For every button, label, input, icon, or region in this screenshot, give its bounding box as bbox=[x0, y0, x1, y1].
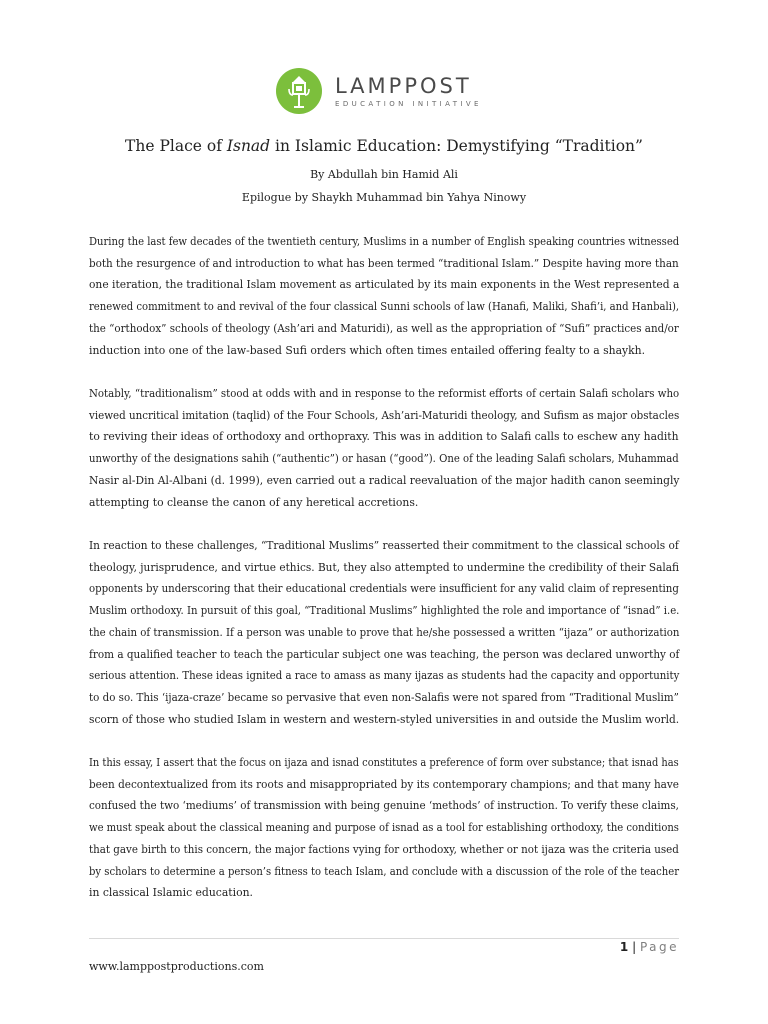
paragraph-3 bbox=[89, 535, 679, 730]
paragraph-line: scorn of those who studied Islam in western and western-styled universities in and outside the Muslim world. bbox=[89, 712, 680, 726]
title-italic: Isnad bbox=[226, 137, 271, 155]
page-separator: | bbox=[632, 940, 637, 954]
paragraph-line: to do so. This ‘ijaza-craze’ became so pervasive that even non-Salafis were not spared from “Traditional Muslim” bbox=[89, 690, 679, 704]
paragraph-line: attempting to cleanse the canon of any heretical accretions. bbox=[89, 495, 419, 509]
paragraph-line: In reaction to these challenges, “Traditional Muslims” reasserted their commitment to the classical schools of bbox=[89, 539, 679, 552]
paragraph-line: to reviving their ideas of orthodoxy and orthopraxy. This was in addition to Salafi calls to eschew any hadith bbox=[89, 430, 679, 444]
paragraph-line: unworthy of the designations sahih (“authentic”) or hasan (“good”). One of the leading Salafi scholars, Muhammad bbox=[89, 452, 679, 466]
paragraph-line: induction into one of the law-based Sufi orders which often times entailed offering fealty to a shaykh. bbox=[89, 343, 646, 357]
paragraph-line: renewed commitment to and revival of the four classical Sunni schools of law (Hanafi, Maliki, Shafi’i, and Hanbali), bbox=[89, 300, 680, 314]
paragraph-line: viewed uncritical imitation (taqlid) of the Four Schools, Ash’ari-Maturidi theology, and Sufism as major obstacles bbox=[89, 408, 680, 422]
brand-name: LAMPPOST bbox=[335, 73, 472, 98]
footer-divider bbox=[89, 938, 679, 939]
page-number bbox=[620, 940, 679, 954]
brand-logo bbox=[275, 67, 482, 115]
paragraph-line: Notably, “traditionalism” stood at odds with and in response to the reformist efforts of certain Salafi scholars who bbox=[89, 387, 680, 400]
paragraph-line: In this essay, I assert that the focus on ijaza and isnad constitutes a preference of form over substance; that isnad has bbox=[89, 756, 679, 769]
epilogue-line: Epilogue by Shaykh Muhammad bin Yahya Ninowy bbox=[241, 191, 527, 204]
lamppost-icon bbox=[275, 67, 323, 115]
document-title bbox=[0, 137, 768, 155]
website-link[interactable]: www.lamppostproductions.com bbox=[89, 960, 264, 973]
paragraph-line: opponents by underscoring that their educational credentials were insufficient for any valid claim of representing bbox=[89, 582, 679, 596]
title-part-1: The Place of bbox=[125, 137, 227, 155]
paragraph-line: been decontextualized from its roots and misappropriated by its contemporary champions; and that many have bbox=[89, 777, 679, 791]
page-word: Page bbox=[639, 940, 679, 954]
author-line: By Abdullah bin Hamid Ali bbox=[310, 168, 458, 181]
paragraph-line: serious attention. These ideas ignited a race to amass as many ijazas as students had the capacity and opportunity bbox=[89, 669, 680, 683]
paragraph-line: we must speak about the classical meaning and purpose of isnad as a tool for establishing orthodoxy, the conditions bbox=[89, 821, 679, 835]
brand-subtitle: EDUCATION INITIATIVE bbox=[335, 99, 482, 108]
paragraph-line: the “orthodox” schools of theology (Ash’ari and Maturidi), as well as the appropriation of “Sufi” practices and/or bbox=[89, 321, 679, 335]
page-number-value: 1 bbox=[619, 940, 629, 954]
title-part-2: in Islamic Education: Demystifying “Tradition” bbox=[270, 137, 643, 155]
paragraph-line: Nasir al-Din Al-Albani (d. 1999), even carried out a radical reevaluation of the major hadith canon seemingly bbox=[89, 473, 680, 487]
paragraph-line: one iteration, the traditional Islam movement as articulated by its main exponents in the West represented a bbox=[89, 278, 680, 292]
paragraph-line: confused the two ‘mediums’ of transmission with being genuine ‘methods’ of instruction. To verify these claims, bbox=[89, 799, 679, 813]
paragraph-4 bbox=[89, 752, 679, 904]
paragraph-line: by scholars to determine a person’s fitness to teach Islam, and conclude with a discussion of the role of the teacher bbox=[89, 864, 680, 878]
paragraph-line: theology, jurisprudence, and virtue ethics. But, they also attempted to undermine the credibility of their Salafi bbox=[89, 560, 680, 574]
paragraph-1 bbox=[89, 231, 679, 361]
paragraph-line: During the last few decades of the twentieth century, Muslims in a number of English speaking countries witnessed bbox=[89, 235, 680, 248]
paragraph-line: in classical Islamic education. bbox=[89, 886, 253, 900]
paragraph-line: both the resurgence of and introduction to what has been termed “traditional Islam.” Despite having more than bbox=[89, 256, 679, 270]
paragraph-2 bbox=[89, 383, 679, 513]
paragraph-line: the chain of transmission. If a person was unable to prove that he/she possessed a written “ijaza” or authorization bbox=[89, 625, 680, 639]
paragraph-line: Muslim orthodoxy. In pursuit of this goal, “Traditional Muslims” highlighted the role and importance of “isnad” i.e. bbox=[89, 604, 680, 618]
paragraph-line: that gave birth to this concern, the major factions vying for orthodoxy, whether or not ijaza was the criteria used bbox=[89, 842, 679, 856]
paragraph-line: from a qualified teacher to teach the particular subject one was teaching, the person was declared unworthy of bbox=[89, 647, 680, 661]
